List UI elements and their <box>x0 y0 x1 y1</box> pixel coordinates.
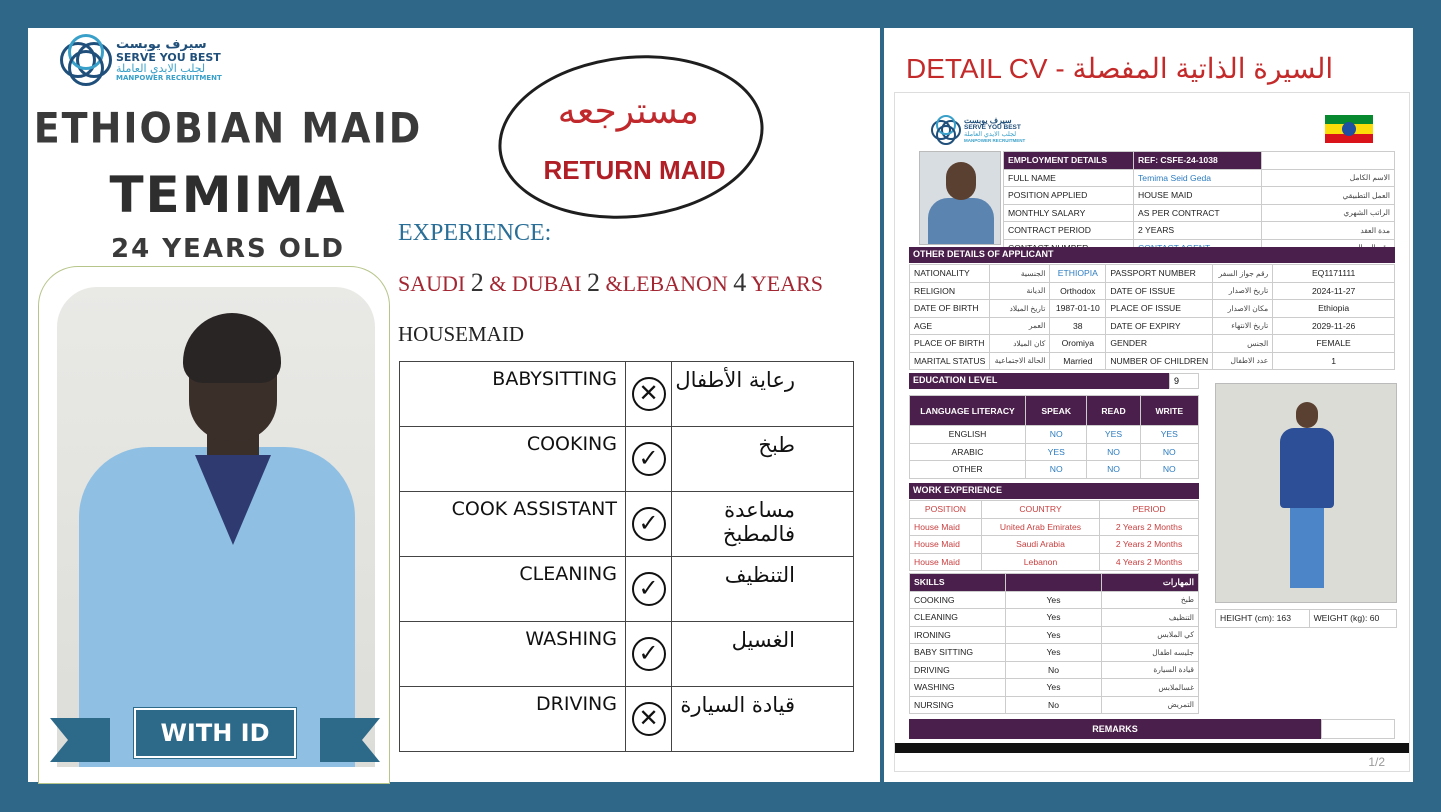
work-position: House Maid <box>910 553 982 571</box>
nationality-title: ETHIOBIAN MAID <box>33 103 423 153</box>
language-value: YES <box>1026 443 1087 461</box>
field-label: PLACE OF BIRTH <box>910 335 990 353</box>
x-circle-icon: ✕ <box>632 702 666 736</box>
column-header: PERIOD <box>1100 501 1199 519</box>
field-label-ar: كان الميلاد <box>990 335 1050 353</box>
field-label: DATE OF ISSUE <box>1106 282 1213 300</box>
table-row <box>910 317 1395 335</box>
skills-header-ar: المهارات <box>1102 574 1199 592</box>
skill-name-en: BABYSITTING <box>400 362 626 427</box>
table-row <box>910 553 1199 571</box>
skill-value: No <box>1006 661 1102 679</box>
field-label-ar: الجنسية <box>990 265 1050 283</box>
employment-header: EMPLOYMENT DETAILS <box>1004 152 1134 170</box>
language-name: ENGLISH <box>910 426 1026 444</box>
table-row <box>910 443 1199 461</box>
position-value: HOUSE MAID <box>1134 187 1262 205</box>
skill-name-ar: الغسيل <box>672 622 854 687</box>
field-value: Ethiopia <box>1273 300 1395 318</box>
skill-row <box>400 362 854 427</box>
check-circle-icon: ✓ <box>632 572 666 606</box>
stamp-text-ar: مسترجعه <box>557 91 699 133</box>
field-label: POSITION APPLIED <box>1004 187 1134 205</box>
contract-period-value: 2 YEARS <box>1134 222 1262 240</box>
skill-name-en: CLEANING <box>400 557 626 622</box>
language-header: LANGUAGE LITERACY <box>910 396 1026 426</box>
skill-value: Yes <box>1006 679 1102 697</box>
skill-row <box>400 492 854 557</box>
other-details-table <box>909 264 1395 370</box>
brand-tagline-en: MANPOWER RECRUITMENT <box>116 73 222 82</box>
skill-name-en: COOKING <box>400 427 626 492</box>
skill-name-ar: قيادة السيارة <box>672 687 854 752</box>
skill-name-ar: جليسه اطفال <box>1102 644 1199 662</box>
logo-rings-icon <box>931 115 961 145</box>
skill-name: DRIVING <box>910 661 1006 679</box>
skill-name-ar: التنظيف <box>672 557 854 622</box>
table-row <box>1004 169 1395 187</box>
measurements-table <box>1215 609 1397 628</box>
field-label: PASSPORT NUMBER <box>1106 265 1213 283</box>
skill-name: IRONING <box>910 626 1006 644</box>
table-row <box>910 609 1199 627</box>
work-period: 2 Years 2 Months <box>1100 536 1199 554</box>
language-value: NO <box>1140 443 1198 461</box>
field-label-ar: الجنس <box>1213 335 1273 353</box>
remarks-header: REMARKS <box>909 719 1321 739</box>
language-value: NO <box>1087 461 1140 479</box>
skills-table <box>399 361 854 752</box>
table-row <box>910 679 1199 697</box>
brand-logo <box>60 34 222 86</box>
exp-country-dubai: & DUBAI <box>483 271 588 296</box>
field-label: PLACE OF ISSUE <box>1106 300 1213 318</box>
skill-name-ar: التمريض <box>1102 696 1199 714</box>
with-id-badge: WITH ID <box>134 708 296 758</box>
write-header: WRITE <box>1140 396 1198 426</box>
language-name: ARABIC <box>910 443 1026 461</box>
skill-name: CLEANING <box>910 609 1006 627</box>
field-label-ar: مكان الاصدار <box>1213 300 1273 318</box>
exp-country-lebanon: &LEBANON <box>600 271 734 296</box>
id-ribbon <box>50 700 380 766</box>
field-label: DATE OF EXPIRY <box>1106 317 1213 335</box>
table-row <box>1004 204 1395 222</box>
skill-name-ar: كي الملابس <box>1102 626 1199 644</box>
experience-label: EXPERIENCE: <box>398 220 552 246</box>
skill-name-ar: طبخ <box>672 427 854 492</box>
field-label-ar: تاريخ الميلاد <box>990 300 1050 318</box>
ref-number: REF: CSFE-24-1038 <box>1134 152 1262 170</box>
table-row <box>910 335 1395 353</box>
language-value: NO <box>1026 426 1087 444</box>
brand-name-ar: سيرف يوبست <box>116 36 207 52</box>
cv-brand-logo <box>931 115 1025 145</box>
field-label-ar: الديانة <box>990 282 1050 300</box>
remarks-value <box>1321 719 1395 739</box>
language-name: OTHER <box>910 461 1026 479</box>
other-details-header: OTHER DETAILS OF APPLICANT <box>909 247 1395 263</box>
work-country: Lebanon <box>981 553 1099 571</box>
skill-row <box>400 557 854 622</box>
profile-card <box>28 28 880 782</box>
cv-brand-tagline-en: MANPOWER RECRUITMENT <box>964 137 1026 143</box>
table-row <box>910 661 1199 679</box>
table-row <box>1004 187 1395 205</box>
logo-rings-icon <box>60 34 112 86</box>
cv-brand-name-en: SERVE YOU BEST <box>964 124 1021 132</box>
field-label-ar: العمل التطبيقي <box>1262 187 1395 205</box>
field-label-ar: الراتب الشهري <box>1262 204 1395 222</box>
logo-text <box>116 38 222 82</box>
work-position: House Maid <box>910 518 982 536</box>
exp-years-lebanon: 4 <box>733 268 747 297</box>
salary-value: AS PER CONTRACT <box>1134 204 1262 222</box>
exp-years-saudi: 2 <box>470 268 484 297</box>
skill-name-en: DRIVING <box>400 687 626 752</box>
table-row <box>910 352 1395 370</box>
field-value: FEMALE <box>1273 335 1395 353</box>
table-row <box>910 644 1199 662</box>
table-row <box>910 265 1395 283</box>
field-label-ar: عدد الاطفال <box>1213 352 1273 370</box>
full-name-value: Temima Seid Geda <box>1134 169 1262 187</box>
field-label: CONTRACT PERIOD <box>1004 222 1134 240</box>
field-label: NATIONALITY <box>910 265 990 283</box>
language-value: YES <box>1087 426 1140 444</box>
skill-name-ar: رعاية الأطفال <box>672 362 854 427</box>
field-label: RELIGION <box>910 282 990 300</box>
language-value: NO <box>1087 443 1140 461</box>
field-value: 2029-11-26 <box>1273 317 1395 335</box>
field-label-ar: مدة العقد <box>1262 222 1395 240</box>
detail-cv-title: DETAIL CV - السيرة الذاتية المفصلة <box>906 53 1334 84</box>
cv-skills-table <box>909 573 1199 714</box>
weight-value: WEIGHT (kg): 60 <box>1309 610 1396 628</box>
skill-row <box>400 687 854 752</box>
table-row <box>910 696 1199 714</box>
exp-years-dubai: 2 <box>587 268 601 297</box>
table-row <box>910 282 1395 300</box>
field-label-ar: العمر <box>990 317 1050 335</box>
field-value: ETHIOPIA <box>1050 265 1106 283</box>
language-value: NO <box>1140 461 1198 479</box>
skill-name-en: WASHING <box>400 622 626 687</box>
field-label-ar: الحالة الاجتماعية <box>990 352 1050 370</box>
column-header: POSITION <box>910 501 982 519</box>
read-header: READ <box>1087 396 1140 426</box>
column-header: COUNTRY <box>981 501 1099 519</box>
skills-header: SKILLS <box>910 574 1006 592</box>
skill-value: Yes <box>1006 609 1102 627</box>
check-circle-icon: ✓ <box>632 637 666 671</box>
table-row <box>910 461 1199 479</box>
job-title: HOUSEMAID <box>398 322 524 346</box>
skill-name: COOKING <box>910 591 1006 609</box>
employment-details-table <box>1003 151 1395 257</box>
return-maid-stamp <box>490 43 771 232</box>
language-table <box>909 395 1199 479</box>
table-row <box>910 300 1395 318</box>
work-period: 4 Years 2 Months <box>1100 553 1199 571</box>
page-number: 1/2 <box>1368 755 1385 769</box>
exp-country-saudi: SAUDI <box>398 271 471 296</box>
skill-name-ar: طبخ <box>1102 591 1199 609</box>
stamp-text-en: RETURN MAID <box>543 154 726 185</box>
education-level-value: 9 <box>1169 373 1199 389</box>
skill-row <box>400 427 854 492</box>
table-row <box>910 591 1199 609</box>
work-position: House Maid <box>910 536 982 554</box>
brand-name-en: SERVE YOU BEST <box>116 50 221 64</box>
table-row <box>910 536 1199 554</box>
field-label: FULL NAME <box>1004 169 1134 187</box>
field-label-ar: تاريخ الانتهاء <box>1213 317 1273 335</box>
check-circle-icon: ✓ <box>632 442 666 476</box>
language-value: NO <box>1026 461 1087 479</box>
table-row <box>910 426 1199 444</box>
field-value: 1987-01-10 <box>1050 300 1106 318</box>
skill-name: BABY SITTING <box>910 644 1006 662</box>
x-circle-icon: ✕ <box>632 377 666 411</box>
field-label: MARITAL STATUS <box>910 352 990 370</box>
work-experience-table <box>909 500 1199 571</box>
field-value: 1 <box>1273 352 1395 370</box>
skill-name-ar: التنظيف <box>1102 609 1199 627</box>
skill-name: WASHING <box>910 679 1006 697</box>
skill-name-ar: قيادة السيارة <box>1102 661 1199 679</box>
field-value: 38 <box>1050 317 1106 335</box>
cv-document <box>894 92 1410 772</box>
height-value: HEIGHT (cm): 163 <box>1216 610 1310 628</box>
table-row <box>910 518 1199 536</box>
field-value: Married <box>1050 352 1106 370</box>
ethiopia-flag-icon <box>1325 115 1373 143</box>
field-value: Oromiya <box>1050 335 1106 353</box>
field-label: AGE <box>910 317 990 335</box>
brand-tagline-ar: لجلب الايدي العاملة <box>116 62 206 76</box>
skill-name-en: COOK ASSISTANT <box>400 492 626 557</box>
cv-brand-name-ar: سيرف يوبست <box>964 115 1012 125</box>
skill-value: Yes <box>1006 626 1102 644</box>
skill-value: Yes <box>1006 591 1102 609</box>
detail-cv-card <box>884 28 1413 782</box>
speak-header: SPEAK <box>1026 396 1087 426</box>
cv-full-body-photo <box>1215 383 1397 603</box>
field-label: NUMBER OF CHILDREN <box>1106 352 1213 370</box>
field-label-ar: رقم جواز السفر <box>1213 265 1273 283</box>
field-value: Orthodox <box>1050 282 1106 300</box>
candidate-age: 24 YEARS OLD <box>111 234 345 264</box>
education-level-label: EDUCATION LEVEL <box>909 373 1169 389</box>
skill-name-ar: غسالملابس <box>1102 679 1199 697</box>
language-value: YES <box>1140 426 1198 444</box>
skill-value: No <box>1006 696 1102 714</box>
table-row <box>1004 222 1395 240</box>
work-period: 2 Years 2 Months <box>1100 518 1199 536</box>
field-value: EQ1171111 <box>1273 265 1395 283</box>
field-label: MONTHLY SALARY <box>1004 204 1134 222</box>
skill-value: Yes <box>1006 644 1102 662</box>
field-label-ar: تاريخ الاصدار <box>1213 282 1273 300</box>
work-experience-header: WORK EXPERIENCE <box>909 483 1199 499</box>
field-label-ar: الاسم الكامل <box>1262 169 1395 187</box>
field-label: DATE OF BIRTH <box>910 300 990 318</box>
work-country: United Arab Emirates <box>981 518 1099 536</box>
skill-row <box>400 622 854 687</box>
skill-name: NURSING <box>910 696 1006 714</box>
table-row <box>910 626 1199 644</box>
experience-summary <box>398 268 823 298</box>
field-label: GENDER <box>1106 335 1213 353</box>
cv-portrait-photo <box>919 151 1001 245</box>
skill-name-ar: مساعدة فالمطبخ <box>672 492 854 557</box>
field-value: 2024-11-27 <box>1273 282 1395 300</box>
candidate-name: TEMIMA <box>109 166 347 224</box>
check-circle-icon: ✓ <box>632 507 666 541</box>
candidate-photo <box>57 287 375 767</box>
cv-footer-bar <box>895 743 1409 753</box>
work-country: Saudi Arabia <box>981 536 1099 554</box>
cv-brand-tagline-ar: لجلب الايدي العاملة <box>964 130 1017 138</box>
exp-years-label: YEARS <box>746 271 824 296</box>
